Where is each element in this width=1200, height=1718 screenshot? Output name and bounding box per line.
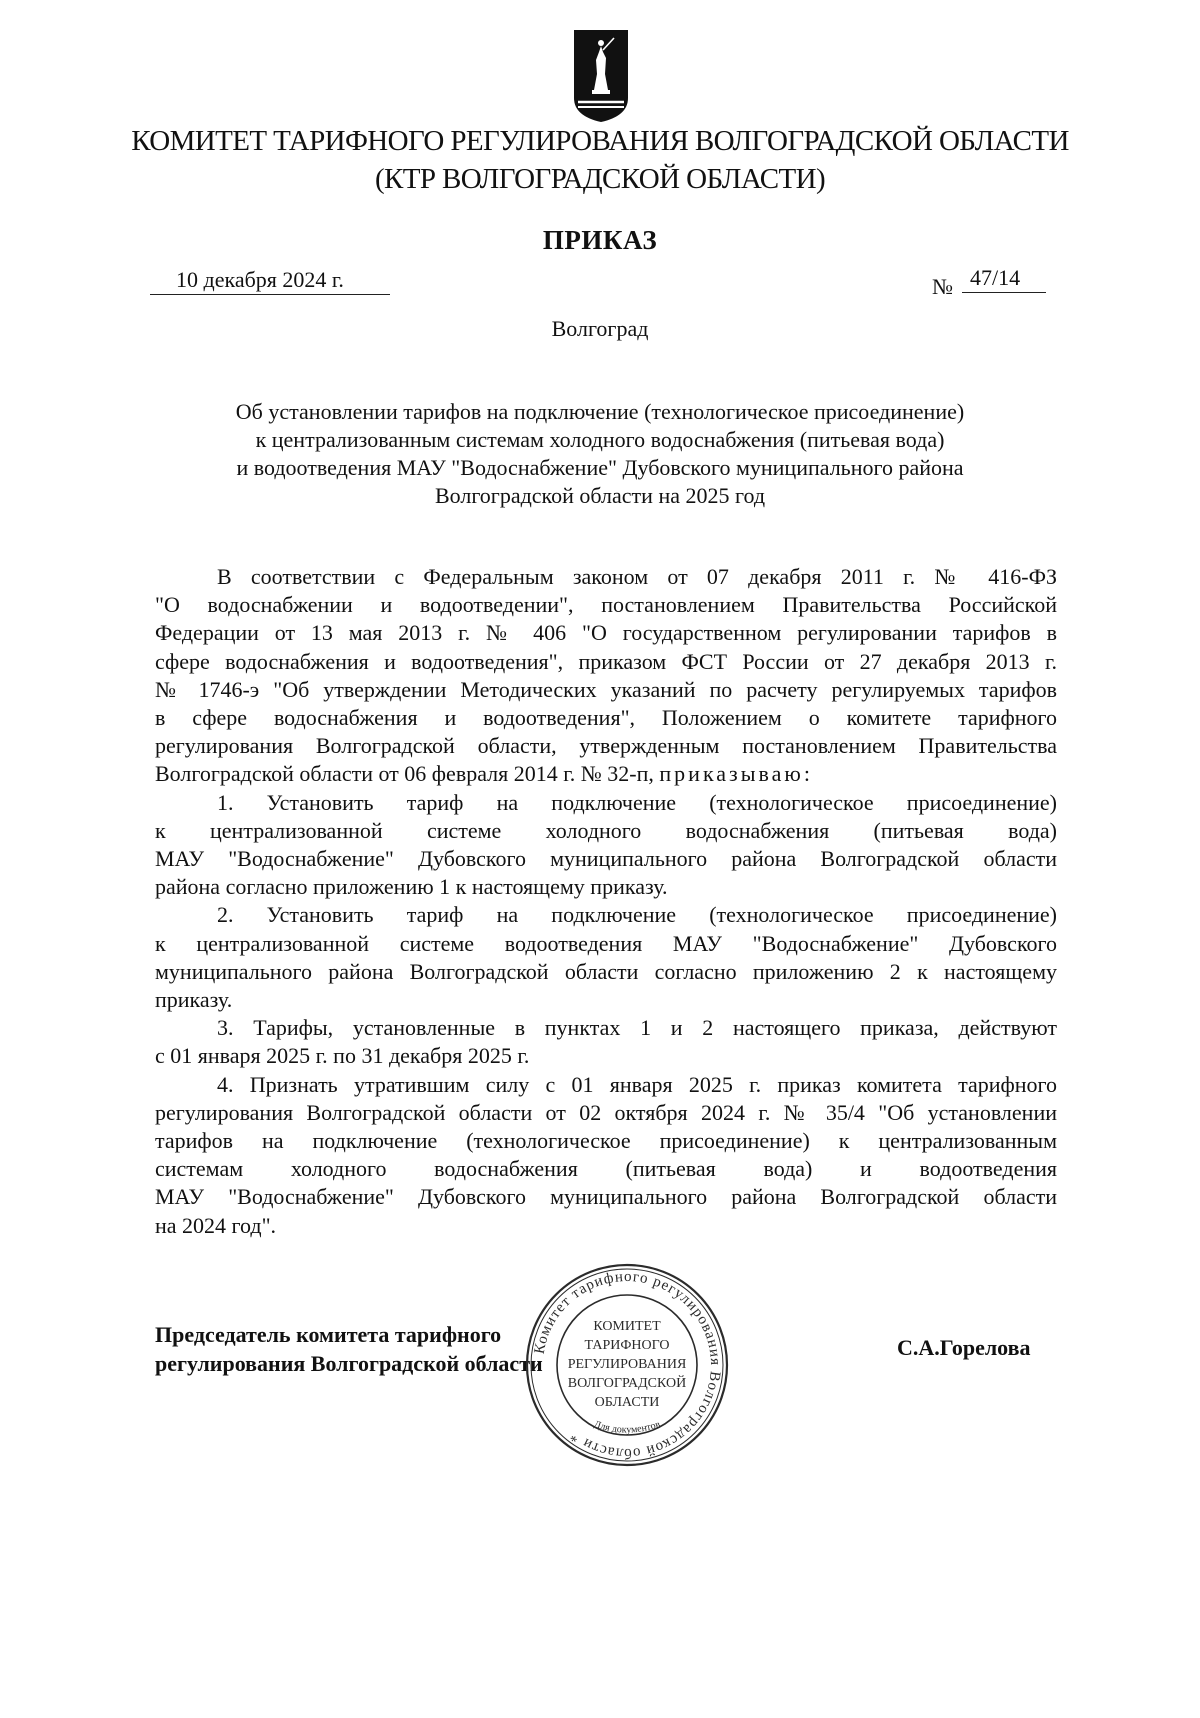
org-short-name: (КТР ВОЛГОГРАДСКОЙ ОБЛАСТИ) (374, 163, 826, 195)
item-2-line: муниципального района Волгоградской области согласно приложению 2 к настоящему (155, 958, 1057, 984)
org-name: КОМИТЕТ ТАРИФНОГО РЕГУЛИРОВАНИЯ ВОЛГОГРАДСКОЙ ОБЛАСТИ (131, 125, 1069, 157)
seal-center-line: ВОЛГОГРАДСКОЙ (567, 1376, 687, 1391)
seal-center-line: РЕГУЛИРОВАНИЯ (567, 1357, 687, 1372)
item-2-line: приказу. (155, 987, 233, 1013)
signer-position-line: Председатель комитета тарифного (155, 1322, 502, 1347)
preamble-line: в сфере водоснабжения и водоотведения", Положением о комитете тарифного (155, 705, 1057, 731)
preamble-line: регулирования Волгоградской области, утвержденным постановлением Правительства (155, 733, 1057, 759)
item-4-line: МАУ "Водоснабжение" Дубовского муниципального района Волгоградской области (155, 1184, 1057, 1210)
preamble-line: № 1746-э "Об утверждении Методических указаний по расчету регулируемых тарифов (155, 676, 1057, 702)
item-1-line: 1. Установить тариф на подключение (технологическое присоединение) (217, 789, 1057, 815)
number-sign: № (932, 274, 953, 299)
document-title: ПРИКАЗ (542, 225, 658, 255)
preamble-line: сфере водоснабжения и водоотведения", приказом ФСТ России от 27 декабря 2013 г. (155, 648, 1057, 674)
subject-line: Об установлении тарифов на подключение (технологическое присоединение) (235, 399, 965, 424)
subject-line: Волгоградской области на 2025 год (434, 483, 766, 508)
item-3-line: с 01 января 2025 г. по 31 декабря 2025 г. (155, 1043, 530, 1069)
seal-bottom-text: Для документов (592, 1418, 662, 1436)
subject-line: к централизованным системам холодного водоснабжения (питьевая вода) (255, 427, 945, 452)
preamble-last-text: Волгоградской области от 06 февраля 2014 г. № 32-п, (155, 761, 660, 787)
volgograd-coat-of-arms-icon (572, 28, 630, 124)
seal-center-line: ТАРИФНОГО (584, 1338, 670, 1353)
item-2-line: к централизованной системе водоотведения МАУ "Водоснабжение" Дубовского (155, 930, 1057, 956)
seal-ring-text: Комитет тарифного регулирования Волгоградской области * (531, 1268, 724, 1462)
item-2-line: 2. Установить тариф на подключение (технологическое присоединение) (217, 902, 1057, 928)
item-1-line: к централизованной системе холодного водоснабжения (питьевая вода) (155, 817, 1057, 843)
official-seal-stamp (522, 1260, 732, 1470)
signer-position-line: регулирования Волгоградской области (155, 1351, 543, 1376)
svg-text:Для документов (592, 1419, 661, 1436)
signer-position (155, 1320, 543, 1378)
item-4-line: регулирования Волгоградской области от 02 октября 2024 г. № 35/4 "Об установлении (155, 1099, 1057, 1125)
item-4-line: 4. Признать утратившим силу с 01 января 2025 г. приказ комитета тарифного (217, 1071, 1057, 1097)
item-1-line: МАУ "Водоснабжение" Дубовского муниципального района Волгоградской области (155, 846, 1057, 872)
order-subject (150, 398, 1050, 510)
order-date: 10 декабря 2024 г. (150, 266, 390, 295)
city: Волгоград (551, 316, 649, 341)
seal-center-line: КОМИТЕТ (593, 1319, 661, 1334)
preamble-line (155, 760, 1057, 788)
preamble-line: В соответствии с Федеральным законом от 07 декабря 2011 г. № 416-ФЗ (217, 564, 1057, 589)
subject-line: и водоотведения МАУ "Водоснабжение" Дубовского муниципального района (236, 455, 964, 480)
item-4-line: на 2024 год". (155, 1212, 277, 1238)
seal-center-line: ОБЛАСТИ (594, 1395, 660, 1410)
signer-name: С.А.Горелова (897, 1335, 1031, 1360)
item-1-line: района согласно приложению 1 к настоящему приказу. (155, 874, 668, 900)
preamble-line: "О водоснабжении и водоотведении", постановлением Правительства Российской (155, 592, 1057, 618)
item-4-line: тарифов на подключение (технологическое присоединение) к централизованным (155, 1128, 1057, 1154)
item-4-line: системам холодного водоснабжения (питьевая вода) и водоотведения (155, 1156, 1057, 1182)
order-number: 47/14 (962, 264, 1046, 293)
order-word: приказываю: (659, 761, 813, 787)
item-3-line: 3. Тарифы, установленные в пунктах 1 и 2 настоящего приказа, действуют (217, 1015, 1057, 1041)
order-body (155, 563, 1057, 1240)
preamble-line: Федерации от 13 мая 2013 г. № 406 "О государственном регулировании тарифов в (155, 620, 1057, 646)
